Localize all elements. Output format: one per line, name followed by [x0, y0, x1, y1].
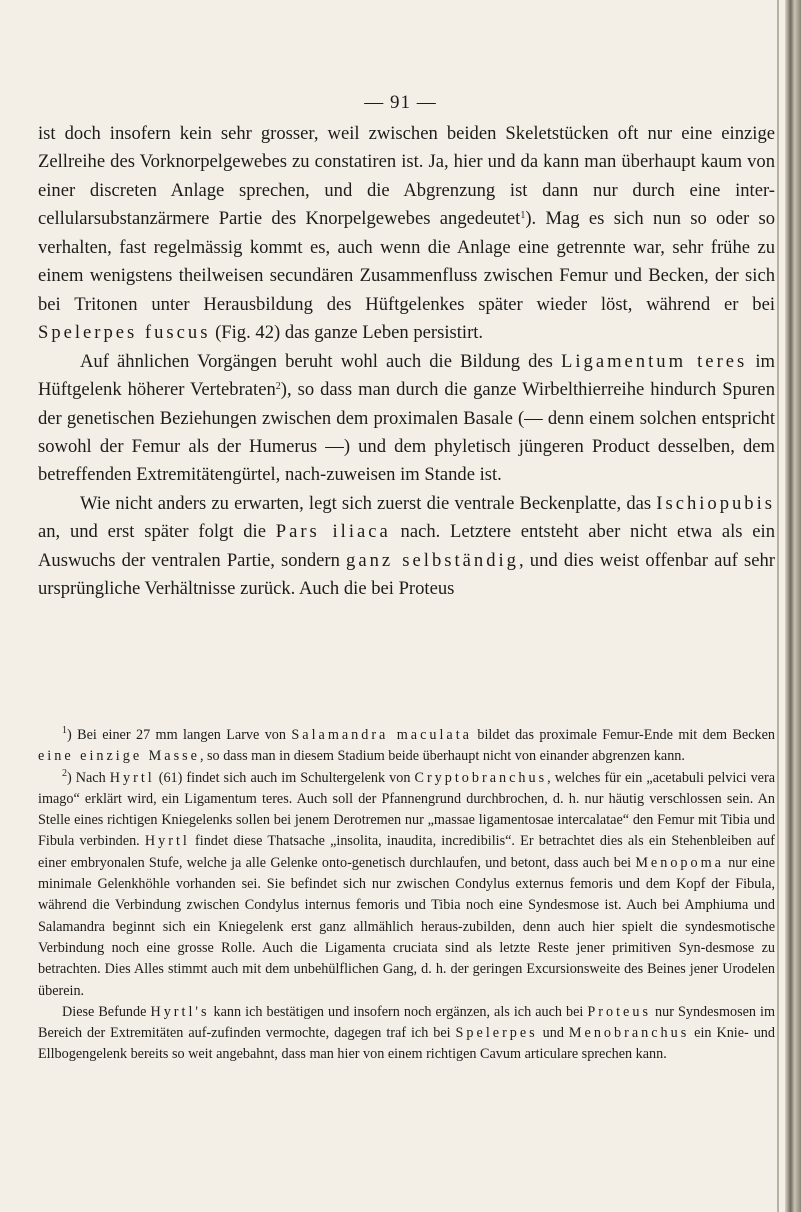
text-run: Auf ähnlichen Vorgängen beruht wohl auch die Bildung des: [80, 350, 562, 372]
paragraph-2: [38, 348, 775, 490]
text-run: nach. Letztere entsteht aber nicht etwa als ein Auswuchs der ventralen Partie, sondern: [38, 521, 775, 571]
spaced-term: eine einzige Masse: [38, 748, 200, 765]
paragraph-1: [38, 120, 775, 348]
text-run: , und dies weist offenbar auf sehr ursprüngliche Verhältnisse zurück. Auch die bei Proteus: [38, 549, 775, 600]
footnote-1: [38, 725, 775, 768]
text-run: im Hüftgelenk höherer Vertebraten: [38, 350, 775, 401]
text-run: ist doch insofern kein sehr grosser, weil zwischen beiden Skeletstücken oft nur eine einzige Zellreihe des Vorknorpelgewebes zu constatiren ist. Ja, hier und da kann man überhaupt kaum von einer discreten Anlage sprechen, und die Abgrenzung ist dann nur durch eine inter-cellularsubstanzärmere Partie des Knorpelgewebes angedeutet: [38, 123, 775, 230]
footnote-mark: 1: [62, 725, 67, 736]
main-text: [38, 120, 775, 604]
spaced-term: Spelerpes fuscus: [38, 322, 211, 344]
text-run: (Fig. 42) das ganze Leben persistirt.: [210, 322, 484, 344]
text-run: und: [537, 1025, 569, 1042]
text-run: , welches für ein „acetabuli pelvici vera imago“ erklärt wird, ein Ligamentum teres. Auch soll der Pfannengrund durchbrochen, d. h. nur häutig verschlossen sein. An Stelle eines richtigen Kniegelenks sollen bei jenem Derotremen nur „massae ligamentosae intercalatae“ den Femur mit Tibia und Fibula verbinden.: [38, 769, 775, 850]
footnote-2: [38, 768, 775, 1002]
text-run: an, und erst später folgt die: [38, 521, 276, 543]
spaced-term: Menobranchus: [568, 1025, 690, 1042]
text-run: Diese Befunde: [62, 1003, 151, 1020]
text-run: ein Knie- und Ellbogengelenk bereits so weit angebahnt, dass man hier von einem richtigen Cavum articulare sprechen kann.: [38, 1025, 775, 1063]
text-run: Wie nicht anders zu erwarten, legt sich zuerst die ventrale Beckenplatte, das: [80, 492, 657, 514]
page-number: — 91 —: [364, 92, 437, 113]
spaced-term: Hyrtl: [144, 833, 190, 850]
spaced-term: Ischiopubis: [656, 492, 775, 514]
footnotes: [38, 725, 775, 1066]
text-run: bildet das proximale Femur-Ende mit dem Becken: [471, 727, 776, 743]
footnote-3: [38, 1002, 775, 1066]
spaced-term: ganz selbständig: [346, 549, 519, 571]
spaced-term: Hyrtl: [109, 769, 155, 786]
paragraph-3: [38, 490, 775, 604]
footnote-ref-1: 1: [520, 210, 526, 222]
text-run: (61) findet sich auch im Schultergelenk von: [154, 769, 415, 786]
text-run: nur Syndesmosen im Bereich der Extremitäten auf-zufinden vermochte, dagegen traf ich bei: [38, 1003, 775, 1042]
book-gutter: [785, 0, 801, 1212]
footnote-mark: 2: [62, 767, 67, 779]
page-edge-line: [777, 0, 779, 1212]
spaced-term: Proteus: [587, 1003, 651, 1020]
text-run: , so dass man in diesem Stadium beide überhaupt nicht von einander abgrenzen kann.: [199, 748, 685, 765]
footnote-ref-2: 2: [275, 381, 281, 393]
text-run: ) Nach: [67, 769, 110, 786]
spaced-term: Menopoma: [635, 854, 724, 871]
spaced-term: Ligamentum teres: [561, 350, 748, 372]
spaced-term: Salamandra maculata: [291, 727, 472, 743]
spaced-term: Spelerpes: [455, 1025, 538, 1042]
spaced-term: Pars iliaca: [275, 521, 391, 543]
text-run: ) Bei einer 27 mm langen Larve von: [67, 727, 292, 743]
text-run: kann ich bestätigen und insofern noch ergänzen, als ich auch bei: [209, 1003, 588, 1020]
spaced-term: Hyrtl's: [150, 1003, 210, 1020]
text-run: ). Mag es sich nun so oder so verhalten, fast regelmässig kommt es, auch wenn die Anlage eine getrennte war, sehr frühe zu einem wenigstens theilweisen secundären Zusammenfluss zwischen Femur und Becken, der sich bei Tritonen unter Herausbildung des Hüftgelenkes später wieder löst, während er bei: [38, 208, 776, 315]
text-run: ), so dass man durch die ganze Wirbelthierreihe hindurch Spuren der genetischen Beziehungen zwischen dem proximalen Basale (— denn einem solchen entspricht sowohl der Femur als der Humerus —) und dem phyletisch jüngeren Product desselben, dem betreffenden Extremitätengürtel, nach-zuweisen im Stande ist.: [38, 379, 775, 486]
spaced-term: Cryptobranchus: [414, 769, 548, 786]
text-run: nur eine minimale Gelenkhöhle vorhanden sei. Sie befindet sich nur zwischen Condylus externus femoris und dem Kopf der Fibula, während die Verbindung zwischen Condylus internus femoris und Tibia noch eine Syndesmose ist. Auch bei Amphiuma und Salamandra beginnt sich ein Kniegelenk erst ganz allmählich heraus-zubilden, denn auch hier spielt die syndesmotische Verbindung noch eine grosse Rolle. Auch die Ligamenta cruciata sind als letzte Reste jener primitiven Syn-desmose zu betrachten. Dies Alles stimmt auch mit dem unbehülflichen Gang, d. h. der geringen Excursionsweite des Beines jener Urodelen überein.: [38, 854, 775, 999]
text-run: findet diese Thatsache „insolita, inaudita, incredibilis“. Er betrachtet dies als ein Stehenbleiben auf einer embryonalen Stufe, welche ja alle Gelenke onto-genetisch durchlaufen, und betont, dass auch bei: [38, 833, 775, 871]
